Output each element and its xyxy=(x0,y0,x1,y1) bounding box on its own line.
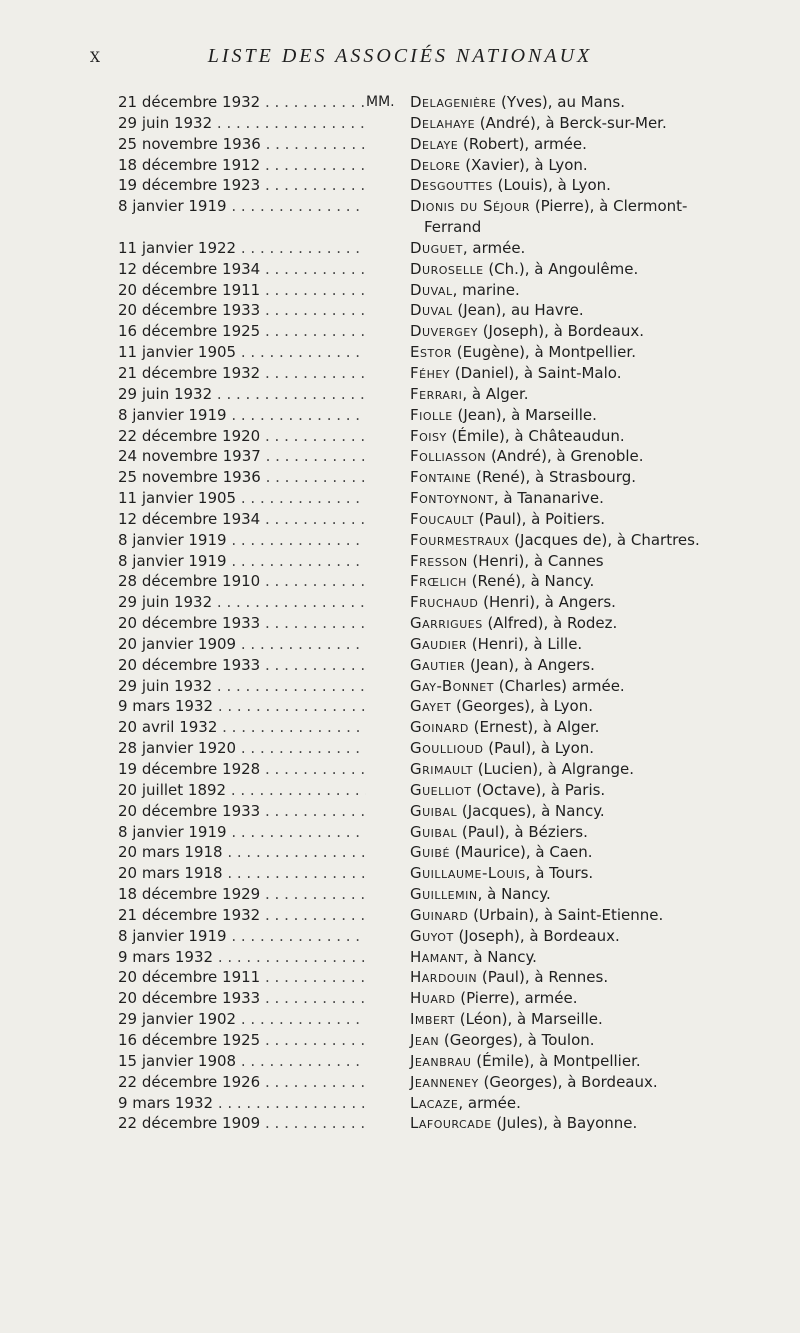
name-details: (Jules), à Bayonne. xyxy=(491,1114,638,1133)
nomination-date: 22 décembre 1920 . . . xyxy=(118,426,366,447)
surname: Foucault xyxy=(410,509,474,528)
list-item xyxy=(118,259,758,280)
list-item xyxy=(118,738,758,759)
list-item xyxy=(118,947,758,968)
name-details: , armée. xyxy=(458,1093,521,1112)
name-details: , à Nancy. xyxy=(477,885,551,904)
surname: Guelliot xyxy=(410,780,472,799)
surname: Guillaume-Louis xyxy=(410,864,526,883)
nomination-date: 20 mars 1918 . . . xyxy=(118,842,366,863)
list-item xyxy=(118,384,758,405)
list-item xyxy=(118,92,758,113)
associate-name xyxy=(410,321,758,342)
list-item xyxy=(118,842,758,863)
nomination-date: 8 janvier 1919 . . . xyxy=(118,405,366,426)
nomination-date: 29 juin 1932 . . . xyxy=(118,676,366,697)
name-continuation: Ferrand xyxy=(424,218,482,237)
associate-name xyxy=(410,1072,758,1093)
list-item xyxy=(118,676,758,697)
nomination-date: 20 juillet 1892 . . . xyxy=(118,780,366,801)
associate-name xyxy=(410,759,758,780)
nomination-date: 21 décembre 1932 . . . xyxy=(118,363,366,384)
nomination-date: 29 juin 1932 . . . xyxy=(118,113,366,134)
associate-name xyxy=(410,92,758,113)
associate-name xyxy=(410,613,758,634)
list-item xyxy=(118,134,758,155)
surname: Fontaine xyxy=(410,468,472,487)
name-details: (Charles) armée. xyxy=(493,676,625,695)
name-details: , à Alger. xyxy=(462,384,529,403)
associate-name xyxy=(410,1113,758,1134)
name-details: (Maurice), à Caen. xyxy=(449,843,593,862)
associate-name xyxy=(410,280,758,301)
surname: Ferrari xyxy=(410,384,463,403)
name-details: , armée. xyxy=(462,238,526,257)
list-item xyxy=(118,238,758,259)
list-item xyxy=(118,321,758,342)
list-item xyxy=(118,175,758,196)
name-details: (Joseph), à Bordeaux. xyxy=(453,926,620,945)
list-item xyxy=(118,551,758,572)
surname: Huard xyxy=(410,989,456,1008)
list-item xyxy=(118,717,758,738)
nomination-date: 25 novembre 1936 . . . xyxy=(118,467,366,488)
name-details: (Jean), à Marseille. xyxy=(452,405,597,424)
name-details: (Ch.), à Angoulême. xyxy=(483,259,639,278)
associate-name xyxy=(410,926,758,947)
nomination-date: 21 décembre 1932 . . . xyxy=(118,92,366,113)
nomination-date: 20 décembre 1933 . . . xyxy=(118,801,366,822)
nomination-date: 20 décembre 1933 . . . xyxy=(118,655,366,676)
associate-name xyxy=(410,1009,758,1030)
associate-name xyxy=(410,196,758,238)
name-details: (Jacques de), à Chartres. xyxy=(509,530,700,549)
surname: Jeanbrau xyxy=(410,1051,472,1070)
surname: Lafourcade xyxy=(410,1114,492,1133)
name-details: (Pierre), armée. xyxy=(455,989,578,1008)
name-details: (Joseph), à Bordeaux. xyxy=(477,322,645,341)
list-item xyxy=(118,655,758,676)
list-item xyxy=(118,488,758,509)
nomination-date: 20 décembre 1911 . . . xyxy=(118,967,366,988)
list-item xyxy=(118,926,758,947)
list-item xyxy=(118,196,758,238)
associate-name xyxy=(410,884,758,905)
name-details: (Georges), à Toulon. xyxy=(439,1030,595,1049)
nomination-date: 9 mars 1932 . . . xyxy=(118,1093,366,1114)
associate-name xyxy=(410,300,758,321)
surname: Fruchaud xyxy=(410,593,479,612)
list-item xyxy=(118,863,758,884)
associate-name xyxy=(410,988,758,1009)
surname: Fresson xyxy=(410,551,468,570)
associate-name xyxy=(410,134,758,155)
associate-name xyxy=(410,467,758,488)
nomination-date: 18 décembre 1929 . . . xyxy=(118,884,366,905)
nomination-date: 9 mars 1932 . . . xyxy=(118,696,366,717)
name-details: (Paul), à Rennes. xyxy=(477,968,609,987)
nomination-date: 15 janvier 1908 . . . xyxy=(118,1051,366,1072)
surname: Grimault xyxy=(410,760,473,778)
name-details: (André), à Berck-sur-Mer. xyxy=(475,113,667,132)
surname: Duguet xyxy=(410,238,463,257)
name-details: (Robert), armée. xyxy=(458,134,587,153)
surname: Guibal xyxy=(410,801,458,820)
associate-name xyxy=(410,696,758,717)
nomination-date: 25 novembre 1936 . . . xyxy=(118,134,366,155)
list-item xyxy=(118,967,758,988)
list-item xyxy=(118,592,758,613)
list-item xyxy=(118,780,758,801)
associate-name xyxy=(410,634,758,655)
list-item xyxy=(118,300,758,321)
associate-name xyxy=(410,342,758,363)
associate-name xyxy=(410,655,758,676)
name-details: (Georges), à Lyon. xyxy=(451,697,593,716)
surname: Delore xyxy=(410,155,461,174)
list-item xyxy=(118,822,758,843)
name-details: , à Nancy. xyxy=(463,947,537,966)
nomination-date: 28 décembre 1910 . . . xyxy=(118,571,366,592)
nomination-date: 20 mars 1918 . . . xyxy=(118,863,366,884)
associate-name xyxy=(410,1093,758,1114)
name-details: (René), à Nancy. xyxy=(466,572,595,591)
nomination-date: 11 janvier 1905 . . . xyxy=(118,342,366,363)
nomination-date: 29 juin 1932 . . . xyxy=(118,384,366,405)
list-item xyxy=(118,884,758,905)
surname: Féhey xyxy=(410,363,451,382)
surname: Dionis du Séjour xyxy=(410,197,531,216)
list-item xyxy=(118,1072,758,1093)
name-details: (Pierre), à Clermont- xyxy=(530,197,688,216)
name-details: (Jean), à Angers. xyxy=(465,655,595,674)
nomination-date: 20 janvier 1909 . . . xyxy=(118,634,366,655)
list-item xyxy=(118,634,758,655)
associate-name xyxy=(410,571,758,592)
surname: Hamant xyxy=(410,947,464,966)
list-item xyxy=(118,988,758,1009)
associate-name xyxy=(410,842,758,863)
list-item xyxy=(118,1113,758,1134)
associate-name xyxy=(410,801,758,822)
nomination-date: 19 décembre 1928 . . . xyxy=(118,759,366,780)
name-details: (André), à Grenoble. xyxy=(486,447,644,466)
nomination-date: 20 décembre 1933 . . . xyxy=(118,613,366,634)
name-details: (Eugène), à Montpellier. xyxy=(451,343,636,362)
nomination-date: 21 décembre 1932 . . . xyxy=(118,905,366,926)
associates-list xyxy=(118,92,758,1134)
associate-name xyxy=(410,530,758,551)
nomination-date: 8 janvier 1919 . . . xyxy=(118,196,366,217)
associate-name xyxy=(410,384,758,405)
associate-name xyxy=(410,551,758,572)
surname: Goullioud xyxy=(410,739,484,758)
surname: Gautier xyxy=(410,655,466,674)
surname: Frœlich xyxy=(410,572,467,591)
list-item xyxy=(118,446,758,467)
surname: Jean xyxy=(410,1030,440,1049)
nomination-date: 20 décembre 1933 . . . xyxy=(118,300,366,321)
surname: Fontoynont xyxy=(410,489,494,508)
nomination-date: 12 décembre 1934 . . . xyxy=(118,259,366,280)
associate-name xyxy=(410,446,758,467)
list-item xyxy=(118,1051,758,1072)
list-item xyxy=(118,530,758,551)
running-head-title: LISTE DES ASSOCIÉS NATIONAUX xyxy=(207,45,593,67)
list-item xyxy=(118,1009,758,1030)
nomination-date: 19 décembre 1923 . . . xyxy=(118,175,366,196)
name-details: (Jean), au Havre. xyxy=(452,301,584,320)
associate-name xyxy=(410,738,758,759)
surname: Goinard xyxy=(410,718,469,737)
name-details: (Henri), à Cannes xyxy=(467,551,604,570)
name-details: (Émile), à Montpellier. xyxy=(471,1051,641,1070)
associate-name xyxy=(410,822,758,843)
surname: Desgouttes xyxy=(410,176,493,195)
nomination-date: 8 janvier 1919 . . . xyxy=(118,926,366,947)
associate-name xyxy=(410,155,758,176)
name-details: , marine. xyxy=(452,280,520,299)
list-item xyxy=(118,759,758,780)
name-details: (Georges), à Bordeaux. xyxy=(478,1072,658,1091)
list-item xyxy=(118,571,758,592)
associate-name xyxy=(410,863,758,884)
nomination-date: 22 décembre 1926 . . . xyxy=(118,1072,366,1093)
name-details: (Xavier), à Lyon. xyxy=(460,155,588,174)
name-details: (Paul), à Béziers. xyxy=(457,822,588,841)
name-details: (Urbain), à Saint-Etienne. xyxy=(468,905,664,924)
name-details: (Yves), au Mans. xyxy=(496,93,625,111)
name-details: (Daniel), à Saint-Malo. xyxy=(450,363,622,382)
name-details: (Alfred), à Rodez. xyxy=(482,614,618,633)
surname: Folliasson xyxy=(410,447,487,466)
surname: Delagenière xyxy=(410,93,497,111)
surname: Jeanneney xyxy=(410,1072,479,1091)
nomination-date: 28 janvier 1920 . . . xyxy=(118,738,366,759)
list-item xyxy=(118,342,758,363)
nomination-date: 16 décembre 1925 . . . xyxy=(118,1030,366,1051)
list-item xyxy=(118,613,758,634)
surname: Fourmestraux xyxy=(410,530,510,549)
associate-name xyxy=(410,363,758,384)
associate-name xyxy=(410,113,758,134)
nomination-date: 16 décembre 1925 . . . xyxy=(118,321,366,342)
surname: Delaye xyxy=(410,134,459,153)
surname: Guillemin xyxy=(410,885,478,904)
associate-name xyxy=(410,780,758,801)
nomination-date: 20 décembre 1933 . . . xyxy=(118,988,366,1009)
associate-name xyxy=(410,1051,758,1072)
associate-name xyxy=(410,238,758,259)
associate-name xyxy=(410,488,758,509)
associate-name xyxy=(410,509,758,530)
list-item xyxy=(118,426,758,447)
surname: Gayet xyxy=(410,697,452,716)
list-item xyxy=(118,467,758,488)
surname: Garrigues xyxy=(410,614,483,633)
list-item xyxy=(118,363,758,384)
name-details: (Paul), à Poitiers. xyxy=(473,509,606,528)
page-number: X xyxy=(90,50,101,66)
surname: Gaudier xyxy=(410,634,468,653)
nomination-date: 9 mars 1932 . . . xyxy=(118,947,366,968)
surname: Guibal xyxy=(410,822,458,841)
surname: Estor xyxy=(410,343,452,362)
name-details: (Jacques), à Nancy. xyxy=(457,801,605,820)
associate-name xyxy=(410,259,758,280)
nomination-date: 20 avril 1932 . . . xyxy=(118,717,366,738)
list-item xyxy=(118,801,758,822)
nomination-date: 29 juin 1932 . . . xyxy=(118,592,366,613)
surname: Guibé xyxy=(410,843,450,862)
surname: Duvergey xyxy=(410,322,478,341)
associate-name xyxy=(410,405,758,426)
list-item xyxy=(118,1030,758,1051)
name-details: (René), à Strasbourg. xyxy=(471,468,636,487)
nomination-date: 24 novembre 1937 . . . xyxy=(118,446,366,467)
name-details: (Octave), à Paris. xyxy=(471,780,606,799)
surname: Delahaye xyxy=(410,113,476,132)
list-item xyxy=(118,696,758,717)
list-item xyxy=(118,113,758,134)
list-item xyxy=(118,280,758,301)
list-item xyxy=(118,155,758,176)
surname: Gay-Bonnet xyxy=(410,676,494,695)
associate-name xyxy=(410,717,758,738)
nomination-date: 11 janvier 1905 . . . xyxy=(118,488,366,509)
surname: Hardouin xyxy=(410,968,478,987)
name-details: (Léon), à Marseille. xyxy=(454,1010,603,1029)
associate-name xyxy=(410,426,758,447)
surname: Fiolle xyxy=(410,405,453,424)
surname: Lacaze xyxy=(410,1093,459,1112)
surname: Duval xyxy=(410,301,453,320)
surname: Guinard xyxy=(410,905,469,924)
nomination-date: 8 janvier 1919 . . . xyxy=(118,530,366,551)
surname: Duval xyxy=(410,280,453,299)
list-item xyxy=(118,905,758,926)
nomination-date: 20 décembre 1911 . . . xyxy=(118,280,366,301)
surname: Foisy xyxy=(410,426,447,445)
associate-name xyxy=(410,676,758,697)
name-details: , à Tours. xyxy=(525,864,594,883)
honorific: MM. xyxy=(366,94,395,110)
associate-name xyxy=(410,175,758,196)
associate-name xyxy=(410,1030,758,1051)
name-details: (Louis), à Lyon. xyxy=(492,176,611,195)
nomination-date: 22 décembre 1909 . . . xyxy=(118,1113,366,1134)
associate-name xyxy=(410,947,758,968)
name-details: (Lucien), à Algrange. xyxy=(472,760,634,778)
name-details: (Henri), à Angers. xyxy=(478,593,616,612)
associate-name xyxy=(410,967,758,988)
list-item xyxy=(118,1093,758,1114)
associate-name xyxy=(410,905,758,926)
name-details: (Émile), à Châteaudun. xyxy=(446,426,625,445)
surname: Imbert xyxy=(410,1010,455,1029)
nomination-date: 8 janvier 1919 . . . xyxy=(118,551,366,572)
surname: Guyot xyxy=(410,926,454,945)
associate-name xyxy=(410,592,758,613)
nomination-date: 11 janvier 1922 . . . xyxy=(118,238,366,259)
nomination-date: 18 décembre 1912 . . . xyxy=(118,155,366,176)
name-details: (Paul), à Lyon. xyxy=(483,739,595,758)
surname: Duroselle xyxy=(410,259,484,278)
nomination-date: 12 décembre 1934 . . . xyxy=(118,509,366,530)
nomination-date: 8 janvier 1919 . . . xyxy=(118,822,366,843)
name-details: (Ernest), à Alger. xyxy=(468,718,600,737)
name-details: , à Tananarive. xyxy=(493,489,604,508)
list-item xyxy=(118,509,758,530)
list-item xyxy=(118,405,758,426)
name-details: (Henri), à Lille. xyxy=(467,634,583,653)
nomination-date: 29 janvier 1902 . . . xyxy=(118,1009,366,1030)
